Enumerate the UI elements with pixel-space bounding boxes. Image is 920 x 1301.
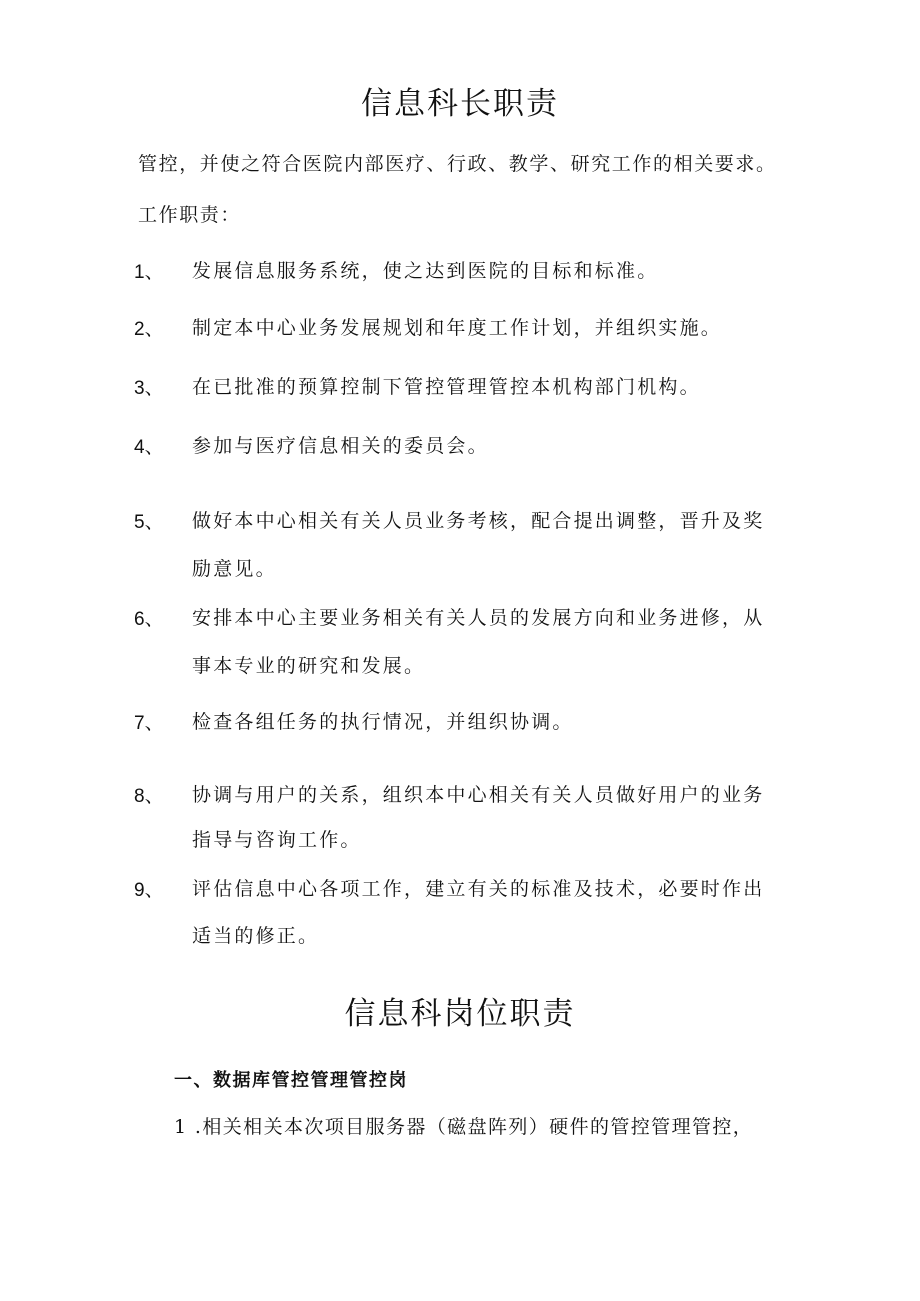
list-item-text: 在已批准的预算控制下管控管理管控本机构部门机构。 xyxy=(192,376,701,398)
list-item-text: 制定本中心业务发展规划和年度工作计划，并组织实施。 xyxy=(192,317,723,339)
section-title: 信息科岗位职责 xyxy=(344,996,576,1032)
list-item-number: 4、 xyxy=(134,437,164,458)
section-heading: 一、数据库管控管理管控岗 xyxy=(174,1070,408,1091)
list-item-number: 6、 xyxy=(134,609,164,630)
list-item-text: 参加与医疗信息相关的委员会。 xyxy=(192,435,489,457)
list-item-text-continued: 适当的修正。 xyxy=(192,925,320,947)
list-item-text: 安排本中心主要业务相关有关人员的发展方向和业务进修，从 xyxy=(192,607,765,629)
list-item-text-continued: 励意见。 xyxy=(192,558,277,580)
page-title: 信息科长职责 xyxy=(361,86,559,122)
list-item-text: 做好本中心相关有关人员业务考核，配合提出调整，晋升及奖 xyxy=(192,510,765,532)
list-item-number: 7、 xyxy=(134,713,164,734)
list-item-number: 8、 xyxy=(134,786,164,807)
list-item-number: 9、 xyxy=(134,880,164,901)
intro-paragraph: 管控，并使之符合医院内部医疗、行政、教学、研究工作的相关要求。 xyxy=(138,153,777,175)
section-item-text: 1 .相关相关本次项目服务器（磁盘阵列）硬件的管控管理管控， xyxy=(174,1116,754,1138)
list-item-text: 评估信息中心各项工作，建立有关的标准及技术，必要时作出 xyxy=(192,878,765,900)
list-item-number: 3、 xyxy=(134,378,164,399)
list-item-text: 协调与用户的关系，组织本中心相关有关人员做好用户的业务 xyxy=(192,784,765,806)
list-item-text-continued: 指导与咨询工作。 xyxy=(192,829,362,851)
list-item-text-continued: 事本专业的研究和发展。 xyxy=(192,655,426,677)
list-item-text: 检查各组任务的执行情况，并组织协调。 xyxy=(192,711,574,733)
list-item-number: 1、 xyxy=(134,262,164,283)
list-item-number: 2、 xyxy=(134,319,164,340)
list-item-number: 5、 xyxy=(134,512,164,533)
list-item-text: 发展信息服务系统，使之达到医院的目标和标准。 xyxy=(192,260,659,282)
duties-heading: 工作职责： xyxy=(138,204,242,226)
